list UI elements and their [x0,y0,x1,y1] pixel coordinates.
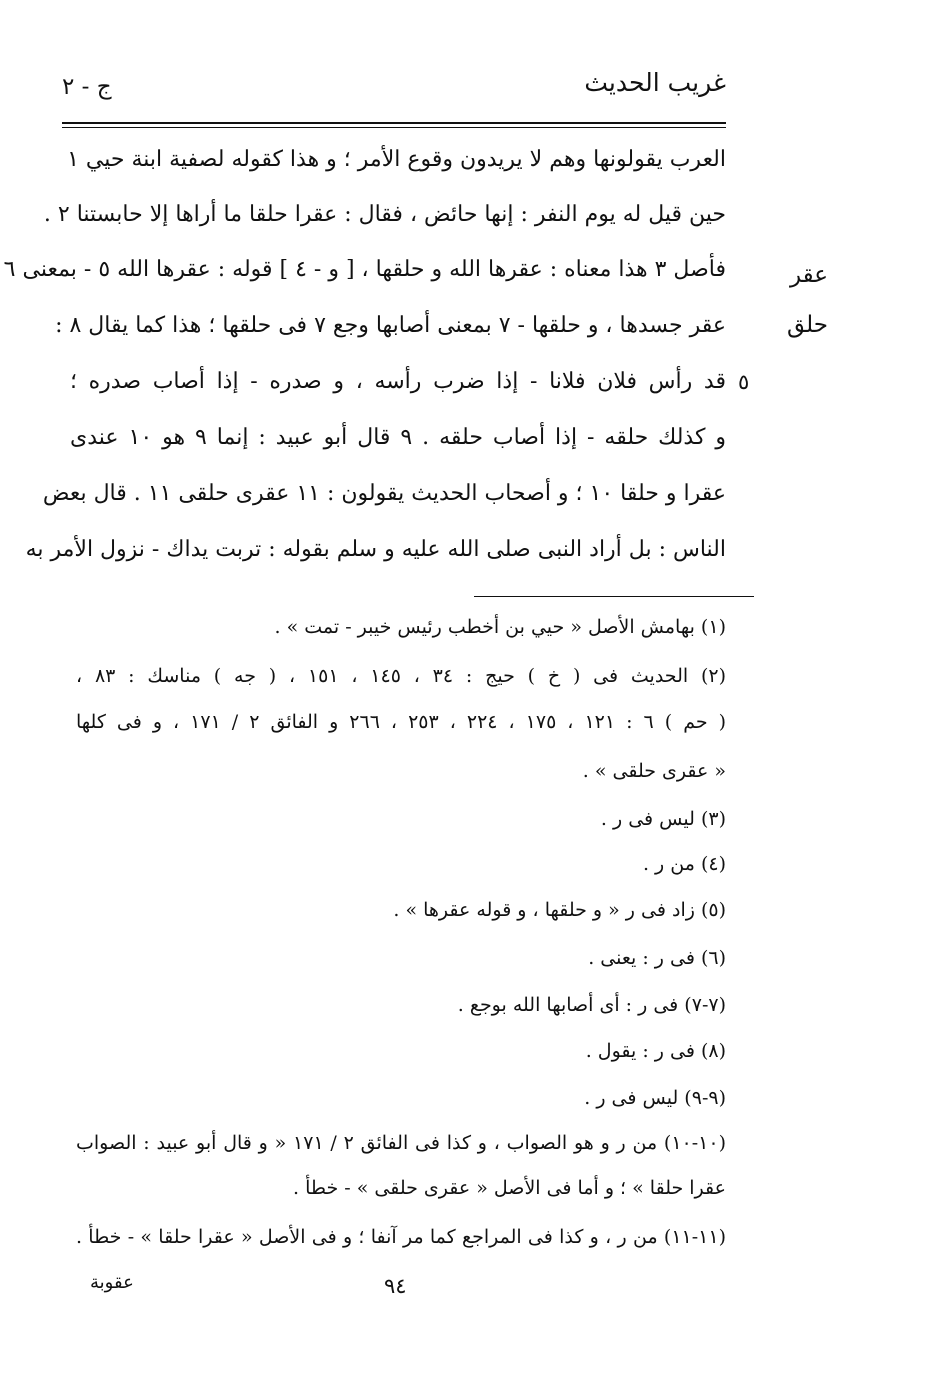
footnote: (٤) من ر . [642,853,726,875]
body-line: قد رأس فلان فلانا - إذا ضرب رأسه ، و صدره - إذا أصاب صدره ؛ [70,369,726,394]
margin-heading-halq: حلق [786,312,828,338]
footnote: (٨) فى ر : يقول . [585,1040,726,1062]
footnote: (١) بهامش الأصل « حيي بن أخطب رئيس خيبر - تمت » . [274,616,726,638]
line-number-marker: ٥ [738,370,750,394]
footnote: (٧-٧) فى ر : أى أصابها الله بوجع . [457,994,726,1016]
body-line: العرب يقولونها وهم لا يريدون وقوع الأمر ؛ و هذا كقوله لصفية ابنة حيي ١ [67,147,726,172]
footnote: (٦) فى ر : يعنى . [588,947,726,969]
header-rule-thick [62,122,726,124]
footnote: (٥) زاد فى ر « و حلقها ، و قوله عقرها » . [393,899,726,921]
body-line: عقر جسدها ، و حلقها - ٧ بمعنى أصابها وجع ٧ فى حلقها ؛ هذا كما يقال ٨ : [55,313,726,338]
page-number: ٩٤ [384,1274,407,1298]
footnote: (٢) الحديث فى ( خ ) حيج : ٣٤ ، ١٤٥ ، ١٥١ ، ( جه ) مناسك : ٨٣ ، [76,665,726,687]
body-line: حين قيل له يوم النفر : إنها حائض ، فقال : عقرا حلقا ما أراها إلا حابستنا ٢ . [43,202,726,227]
footnote: (١٠-١٠) من ر و هو الصواب ، و كذا فى الفائق ٢ / ١٧١ « و قال أبو عبيد : الصواب [76,1132,727,1154]
volume-marker: ج - ٢ [62,74,112,100]
footnote: (٣) ليس فى ر . [600,808,726,830]
footnote: « عقرى حلقى » . [582,760,726,782]
body-line: فأصل ٣ هذا معناه : عقرها الله و حلقها ، [ و - ٤ ] قوله : عقرها الله ٥ - بمعنى ٦ [3,257,726,282]
footnote: (٩-٩) ليس فى ر . [584,1087,726,1109]
body-line: الناس : بل أراد النبى صلى الله عليه و سلم بقوله : تربت يداك - نزول الأمر به [25,537,726,562]
body-line: و كذلك حلقه - إذا أصاب حلقه . ٩ قال أبو عبيد : إنما ٩ هو ١٠ عندى [70,425,726,450]
header-rule-thin [62,127,726,128]
catchword: عقوبة [90,1272,134,1293]
footnote: ( حم ) ٦ : ١٢١ ، ١٧٥ ، ٢٢٤ ، ٢٥٣ ، ٢٦٦ و الفائق ٢ / ١٧١ ، و فى كلها [76,711,727,733]
running-title: غريب الحديث [584,68,726,97]
body-line: عقرا و حلقا ١٠ ؛ و أصحاب الحديث يقولون : ١١ عقرى حلقى ١١ . قال بعض [42,481,726,506]
footnote: (١١-١١) من ر ، و كذا فى المراجع كما مر آنفا ؛ و فى الأصل « عقرا حلقا » - خطأ . [76,1226,726,1248]
footnote: عقرا حلقا » ؛ و أما فى الأصل « عقرى حلقى » - خطأ . [293,1177,726,1199]
footnote-separator [474,596,754,597]
margin-heading-aqr: عقر [789,262,828,288]
